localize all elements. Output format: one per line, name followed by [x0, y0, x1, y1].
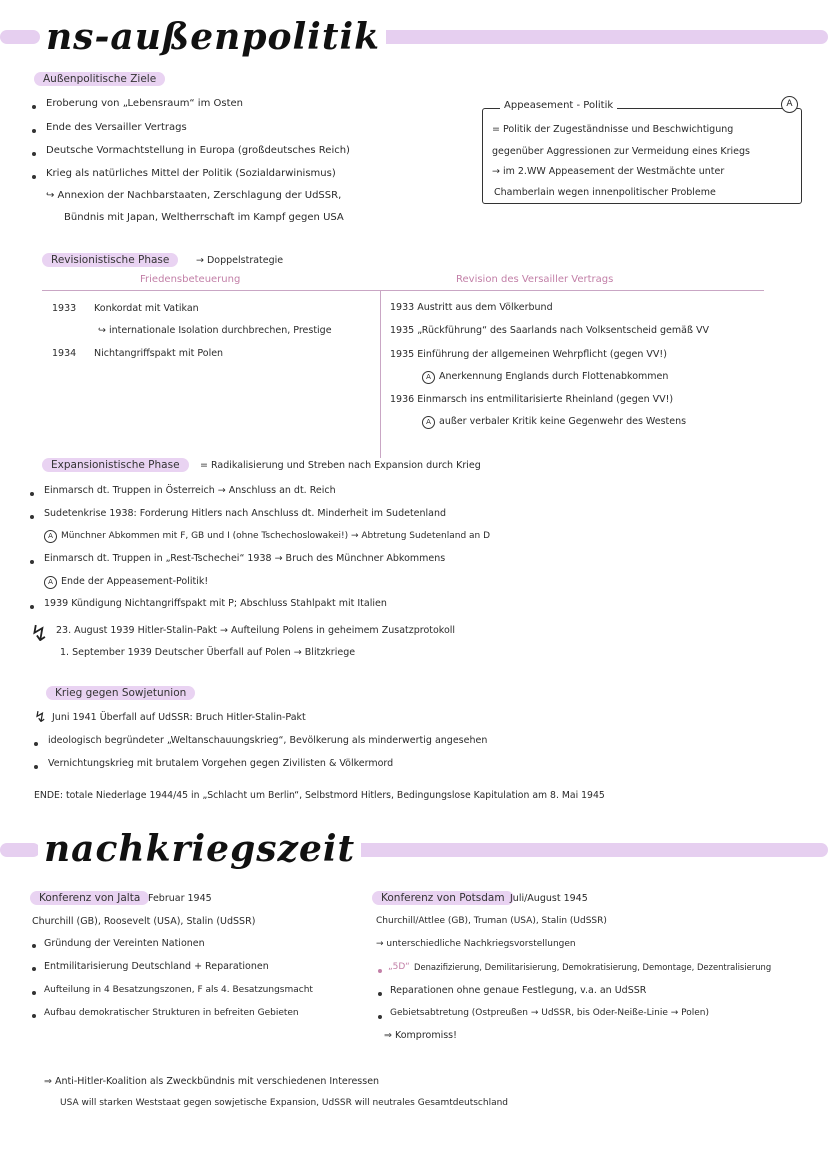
jalta-participants: Churchill (GB), Roosevelt (USA), Stalin (UdSSR) — [32, 916, 256, 927]
lightning-icon: ↯ — [30, 622, 49, 647]
event-sub-text: Anerkennung Englands durch Flottenabkommen — [439, 371, 669, 382]
section-label-expansion: Expansionistische Phase — [42, 458, 189, 472]
ende-line: ENDE: totale Niederlage 1944/45 in „Schlacht um Berlin“, Selbstmord Hitlers, Bedingungslose Kapitulation am 8. Mai 1945 — [34, 790, 605, 801]
a-badge-icon: A — [422, 416, 435, 429]
a-badge-icon: A — [44, 576, 57, 589]
potsdam-participants: Churchill/Attlee (GB), Truman (USA), Stalin (UdSSR) — [376, 916, 607, 926]
page-title: ns-außenpolitik — [40, 16, 386, 58]
event: Nichtangriffspakt mit Polen — [94, 348, 224, 359]
expansion-note: = Radikalisierung und Streben nach Expansion durch Krieg — [200, 460, 481, 471]
a-badge-icon: A — [44, 530, 57, 543]
col-header-right: Revision des Versailler Vertrags — [456, 274, 614, 285]
list-item: Vernichtungskrieg mit brutalem Vorgehen gegen Zivilisten & Völkermord — [48, 758, 394, 769]
list-item: Einmarsch dt. Truppen in Österreich → Anschluss an dt. Reich — [44, 485, 336, 496]
event: 1935 „Rückführung“ des Saarlands nach Volksentscheid gemäß VV — [390, 325, 709, 336]
bullet — [34, 742, 38, 746]
list-item: Gründung der Vereinten Nationen — [44, 938, 205, 949]
col-header-left: Friedensbeteuerung — [140, 274, 241, 285]
revision-note: → Doppelstrategie — [196, 255, 284, 266]
bullet — [378, 992, 382, 996]
year: 1933 — [52, 303, 77, 314]
list-item: Entmilitarisierung Deutschland + Reparationen — [44, 961, 269, 972]
section-label-krieg: Krieg gegen Sowjetunion — [46, 686, 195, 700]
table-rule-h — [42, 290, 764, 291]
potsdam-line: ⇒ Kompromiss! — [384, 1030, 457, 1041]
list-item: Juni 1941 Überfall auf UdSSR: Bruch Hitler-Stalin-Pakt — [52, 712, 306, 723]
title-band-left-2 — [0, 843, 40, 857]
appeasement-title: Appeasement - Politik — [500, 100, 617, 111]
list-item: ideologisch begründeter „Weltanschauungskrieg“, Bevölkerung als minderwertig angesehen — [48, 735, 488, 746]
list-item: 1939 Kündigung Nichtangriffspakt mit P; Abschluss Stahlpakt mit Italien — [44, 598, 387, 609]
list-item-sub-text: Ende der Appeasement-Politik! — [61, 576, 209, 587]
bullet — [30, 515, 34, 519]
potsdam-line: → unterschiedliche Nachkriegsvorstellungen — [376, 939, 576, 949]
list-item: 23. August 1939 Hitler-Stalin-Pakt → Aufteilung Polens in geheimem Zusatzprotokoll — [56, 625, 456, 636]
bullet — [378, 1015, 382, 1019]
section-label-ziele: Außenpolitische Ziele — [34, 72, 165, 86]
bullet — [32, 1014, 36, 1018]
title-band-left — [0, 30, 40, 44]
bullet — [32, 991, 36, 995]
list-item-sub — [44, 530, 490, 543]
jalta-date: Februar 1945 — [148, 893, 212, 904]
lightning-icon: ↯ — [34, 708, 47, 726]
bullet — [32, 967, 36, 971]
list-item: Einmarsch dt. Truppen in „Rest-Tschechei“ 1938 → Bruch des Münchner Abkommens — [44, 553, 446, 564]
event-sub — [422, 371, 668, 384]
section-label-jalta: Konferenz von Jalta — [30, 891, 149, 905]
potsdam-line: Gebietsabtretung (Ostpreußen → UdSSR, bis Oder-Neiße-Linie → Polen) — [390, 1008, 710, 1018]
event: 1935 Einführung der allgemeinen Wehrpflicht (gegen VV!) — [390, 349, 667, 360]
appeasement-line: Chamberlain wegen innenpolitischer Probleme — [494, 187, 716, 198]
appeasement-badge: A — [781, 96, 798, 113]
bullet — [32, 152, 36, 156]
list-item: Aufteilung in 4 Besatzungszonen, F als 4. Besatzungsmacht — [44, 985, 313, 995]
event-sub-text: außer verbaler Kritik keine Gegenwehr des Westens — [439, 416, 687, 427]
appeasement-line: → im 2.WW Appeasement der Westmächte unter — [492, 166, 725, 177]
event: 1933 Austritt aus dem Völkerbund — [390, 302, 553, 313]
potsdam-line: Reparationen ohne genaue Festlegung, v.a. an UdSSR — [390, 985, 647, 996]
bullet — [32, 944, 36, 948]
sub-item: Bündnis mit Japan, Weltherrschaft im Kampf gegen USA — [64, 212, 344, 223]
event-sub — [422, 416, 686, 429]
list-item: Aufbau demokratischer Strukturen in befreiten Gebieten — [44, 1008, 299, 1018]
fazit-line: USA will starken Weststaat gegen sowjetische Expansion, UdSSR will neutrales Gesamtdeutschland — [60, 1098, 509, 1108]
bullet — [30, 605, 34, 609]
bullet — [30, 492, 34, 496]
list-item: Deutsche Vormachtstellung in Europa (großdeutsches Reich) — [46, 145, 350, 156]
fazit-line: ⇒ Anti-Hitler-Koalition als Zweckbündnis mit verschiedenen Interessen — [44, 1076, 380, 1087]
bullet — [378, 969, 382, 973]
bullet — [32, 105, 36, 109]
potsdam-5d: „5D“ — [388, 962, 410, 972]
potsdam-date: Juli/August 1945 — [510, 893, 588, 904]
list-item: 1. September 1939 Deutscher Überfall auf Polen → Blitzkriege — [60, 647, 356, 658]
list-item: Ende des Versailler Vertrags — [46, 122, 187, 133]
list-item: Sudetenkrise 1938: Forderung Hitlers nach Anschluss dt. Minderheit im Sudetenland — [44, 508, 447, 519]
bullet — [32, 175, 36, 179]
bullet — [30, 560, 34, 564]
section-label-revision: Revisionistische Phase — [42, 253, 178, 267]
title-band-right-2 — [280, 843, 828, 857]
bullet — [34, 765, 38, 769]
year: 1934 — [52, 348, 77, 359]
section-label-potsdam: Konferenz von Potsdam — [372, 891, 514, 905]
list-item: Eroberung von „Lebensraum“ im Osten — [46, 98, 243, 109]
appeasement-line: = Politik der Zugeständnisse und Beschwichtigung — [492, 124, 734, 135]
section-title-nachkriegszeit: nachkriegszeit — [38, 828, 361, 870]
appeasement-line: gegenüber Aggressionen zur Vermeidung eines Kriegs — [492, 146, 751, 157]
potsdam-5d-text: Denazifizierung, Demilitarisierung, Demokratisierung, Demontage, Dezentralisierung — [414, 962, 772, 972]
sub-item: ↪ Annexion der Nachbarstaaten, Zerschlagung der UdSSR, — [46, 190, 342, 201]
list-item: Krieg als natürliches Mittel der Politik (Sozialdarwinismus) — [46, 168, 336, 179]
event: 1936 Einmarsch ins entmilitarisierte Rheinland (gegen VV!) — [390, 394, 674, 405]
a-badge-icon: A — [422, 371, 435, 384]
list-item-sub-text: Münchner Abkommen mit F, GB und I (ohne Tschechoslowakei!) → Abtretung Sudetenland an D — [61, 531, 491, 541]
table-rule-v — [380, 290, 381, 458]
title-band-right — [316, 30, 828, 44]
bullet — [32, 129, 36, 133]
list-item-sub — [44, 576, 208, 589]
event: Konkordat mit Vatikan — [94, 303, 199, 314]
event: ↪ internationale Isolation durchbrechen, Prestige — [98, 325, 332, 336]
